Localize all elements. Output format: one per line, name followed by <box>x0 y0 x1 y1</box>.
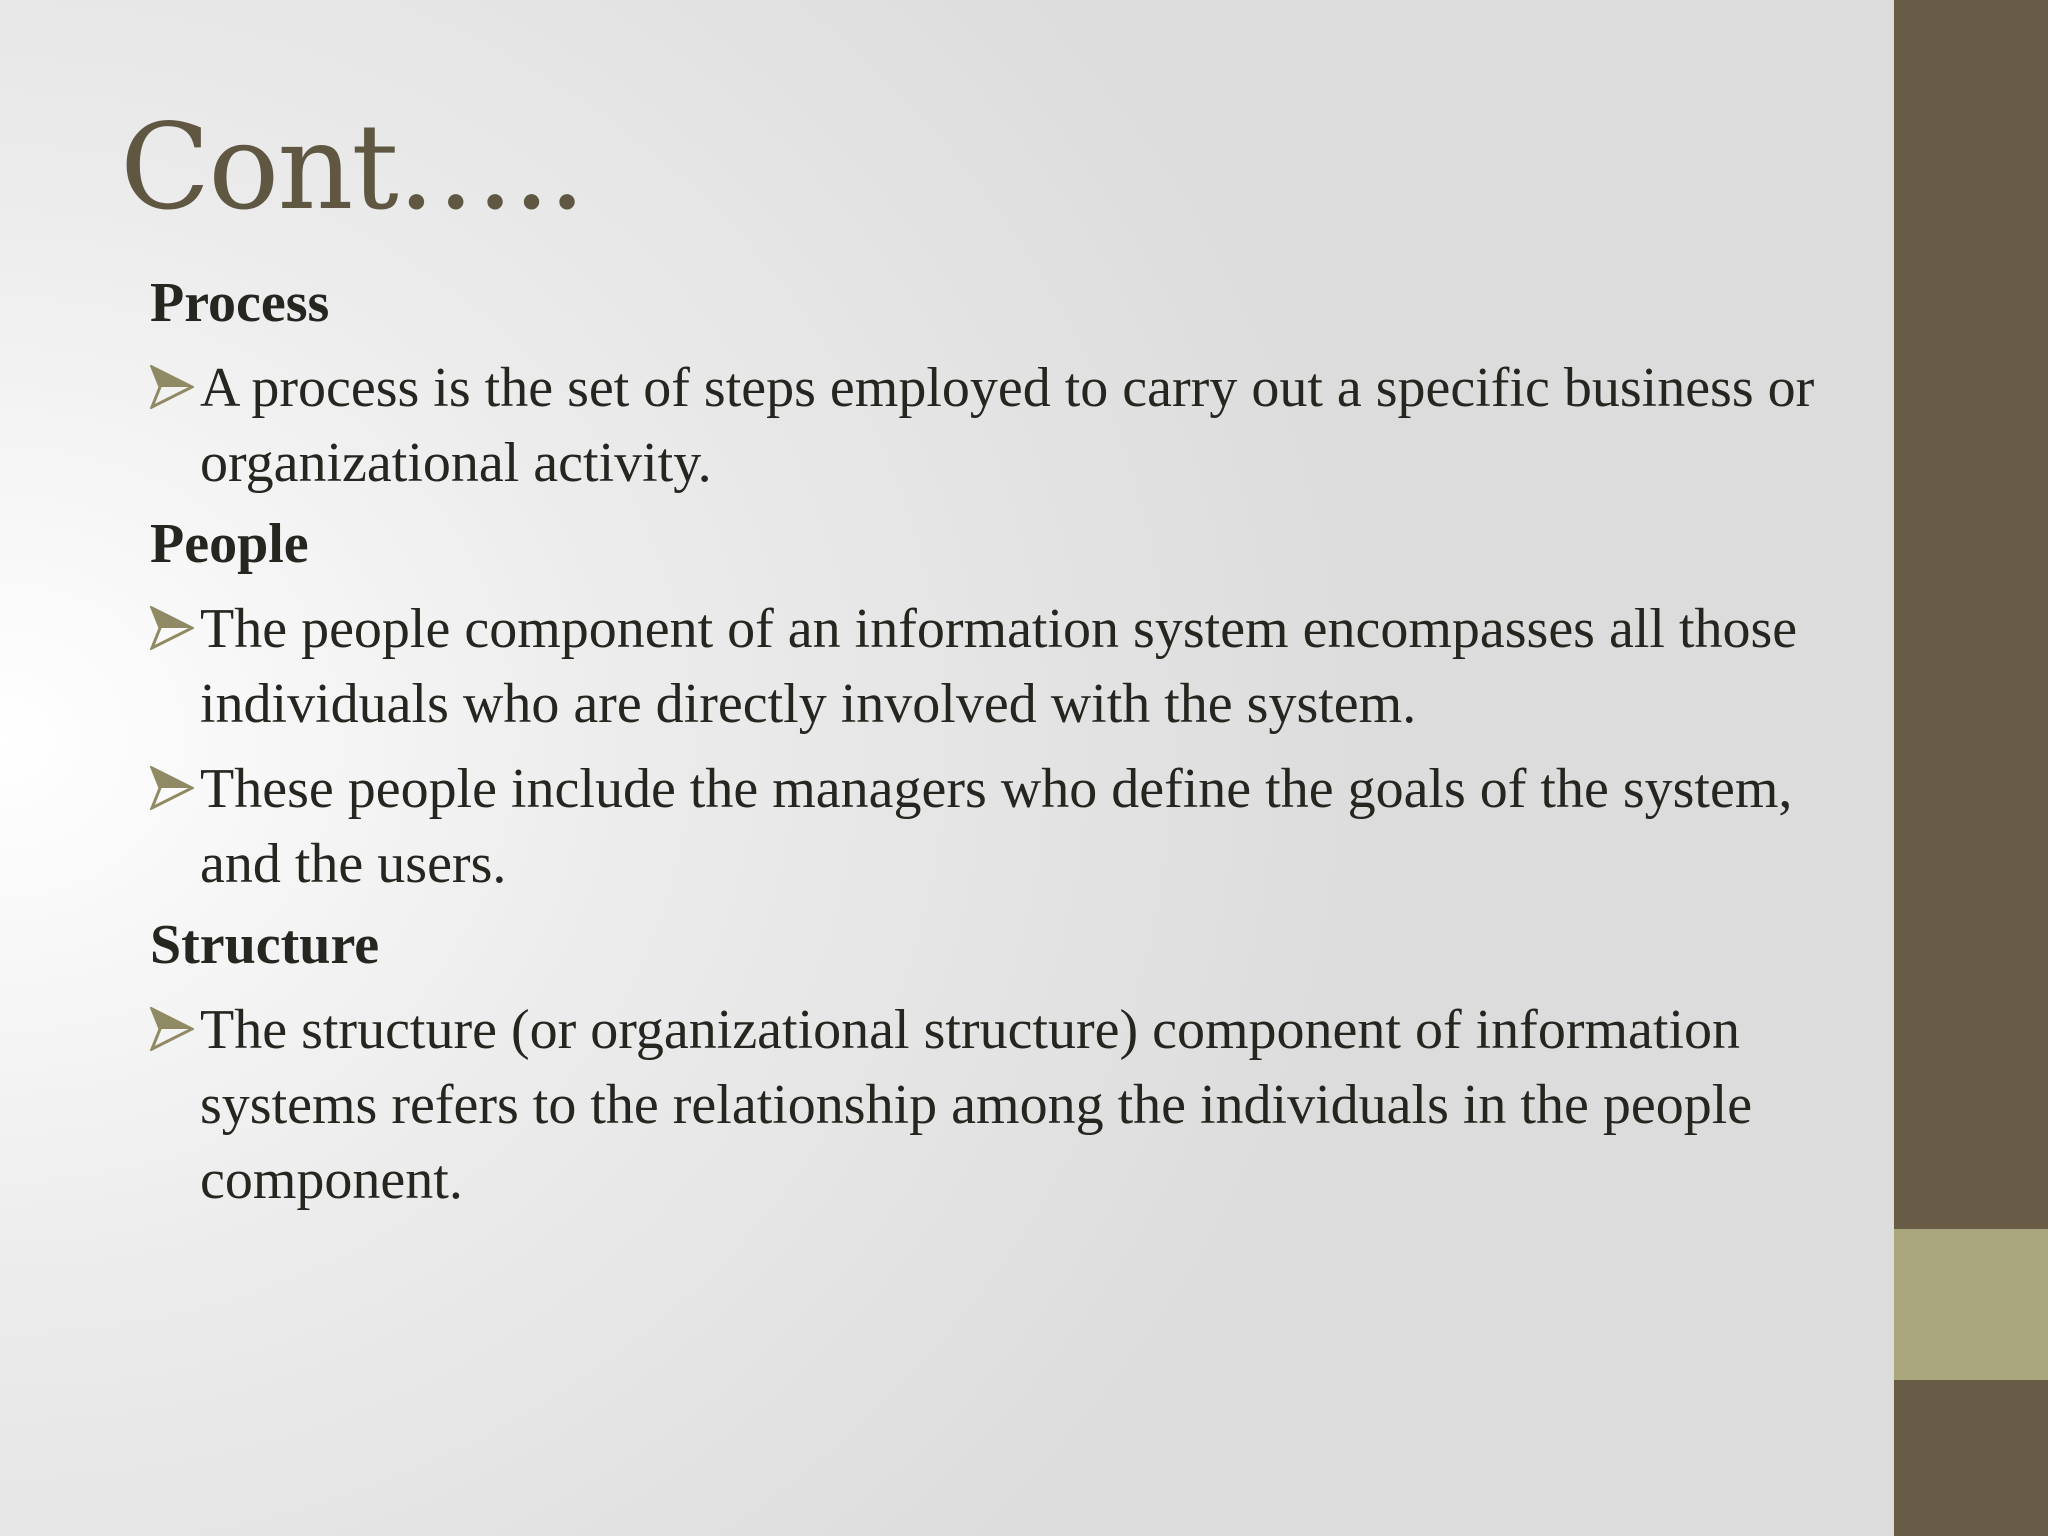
arrow-bullet-icon <box>150 606 194 650</box>
section-process <box>150 266 1870 501</box>
bullet-item <box>150 592 1870 742</box>
bullet-text: The people component of an information system encompasses all those individuals who are directly involved with the system. <box>200 598 1798 735</box>
section-structure <box>150 908 1870 1218</box>
arrow-bullet-icon <box>150 365 194 409</box>
slide-content <box>150 266 1870 1224</box>
side-accent-block <box>1894 1229 2048 1380</box>
bullet-text: The structure (or organizational structure) component of information systems refers to the relationship among the individuals in the people component. <box>200 999 1753 1211</box>
section-heading: Process <box>150 272 330 334</box>
arrow-bullet-icon <box>150 1007 194 1051</box>
bullet-item <box>150 993 1870 1218</box>
section-heading: Structure <box>150 914 380 976</box>
section-heading: People <box>150 513 309 575</box>
arrow-bullet-icon <box>150 766 194 810</box>
bullet-text: A process is the set of steps employed to carry out a specific business or organizational activity. <box>200 357 1815 494</box>
bullet-item <box>150 351 1870 501</box>
bullet-text: These people include the managers who define the goals of the system, and the users. <box>200 758 1793 895</box>
slide-title: Cont….. <box>120 98 584 236</box>
section-people <box>150 507 1870 902</box>
bullet-item <box>150 752 1870 902</box>
